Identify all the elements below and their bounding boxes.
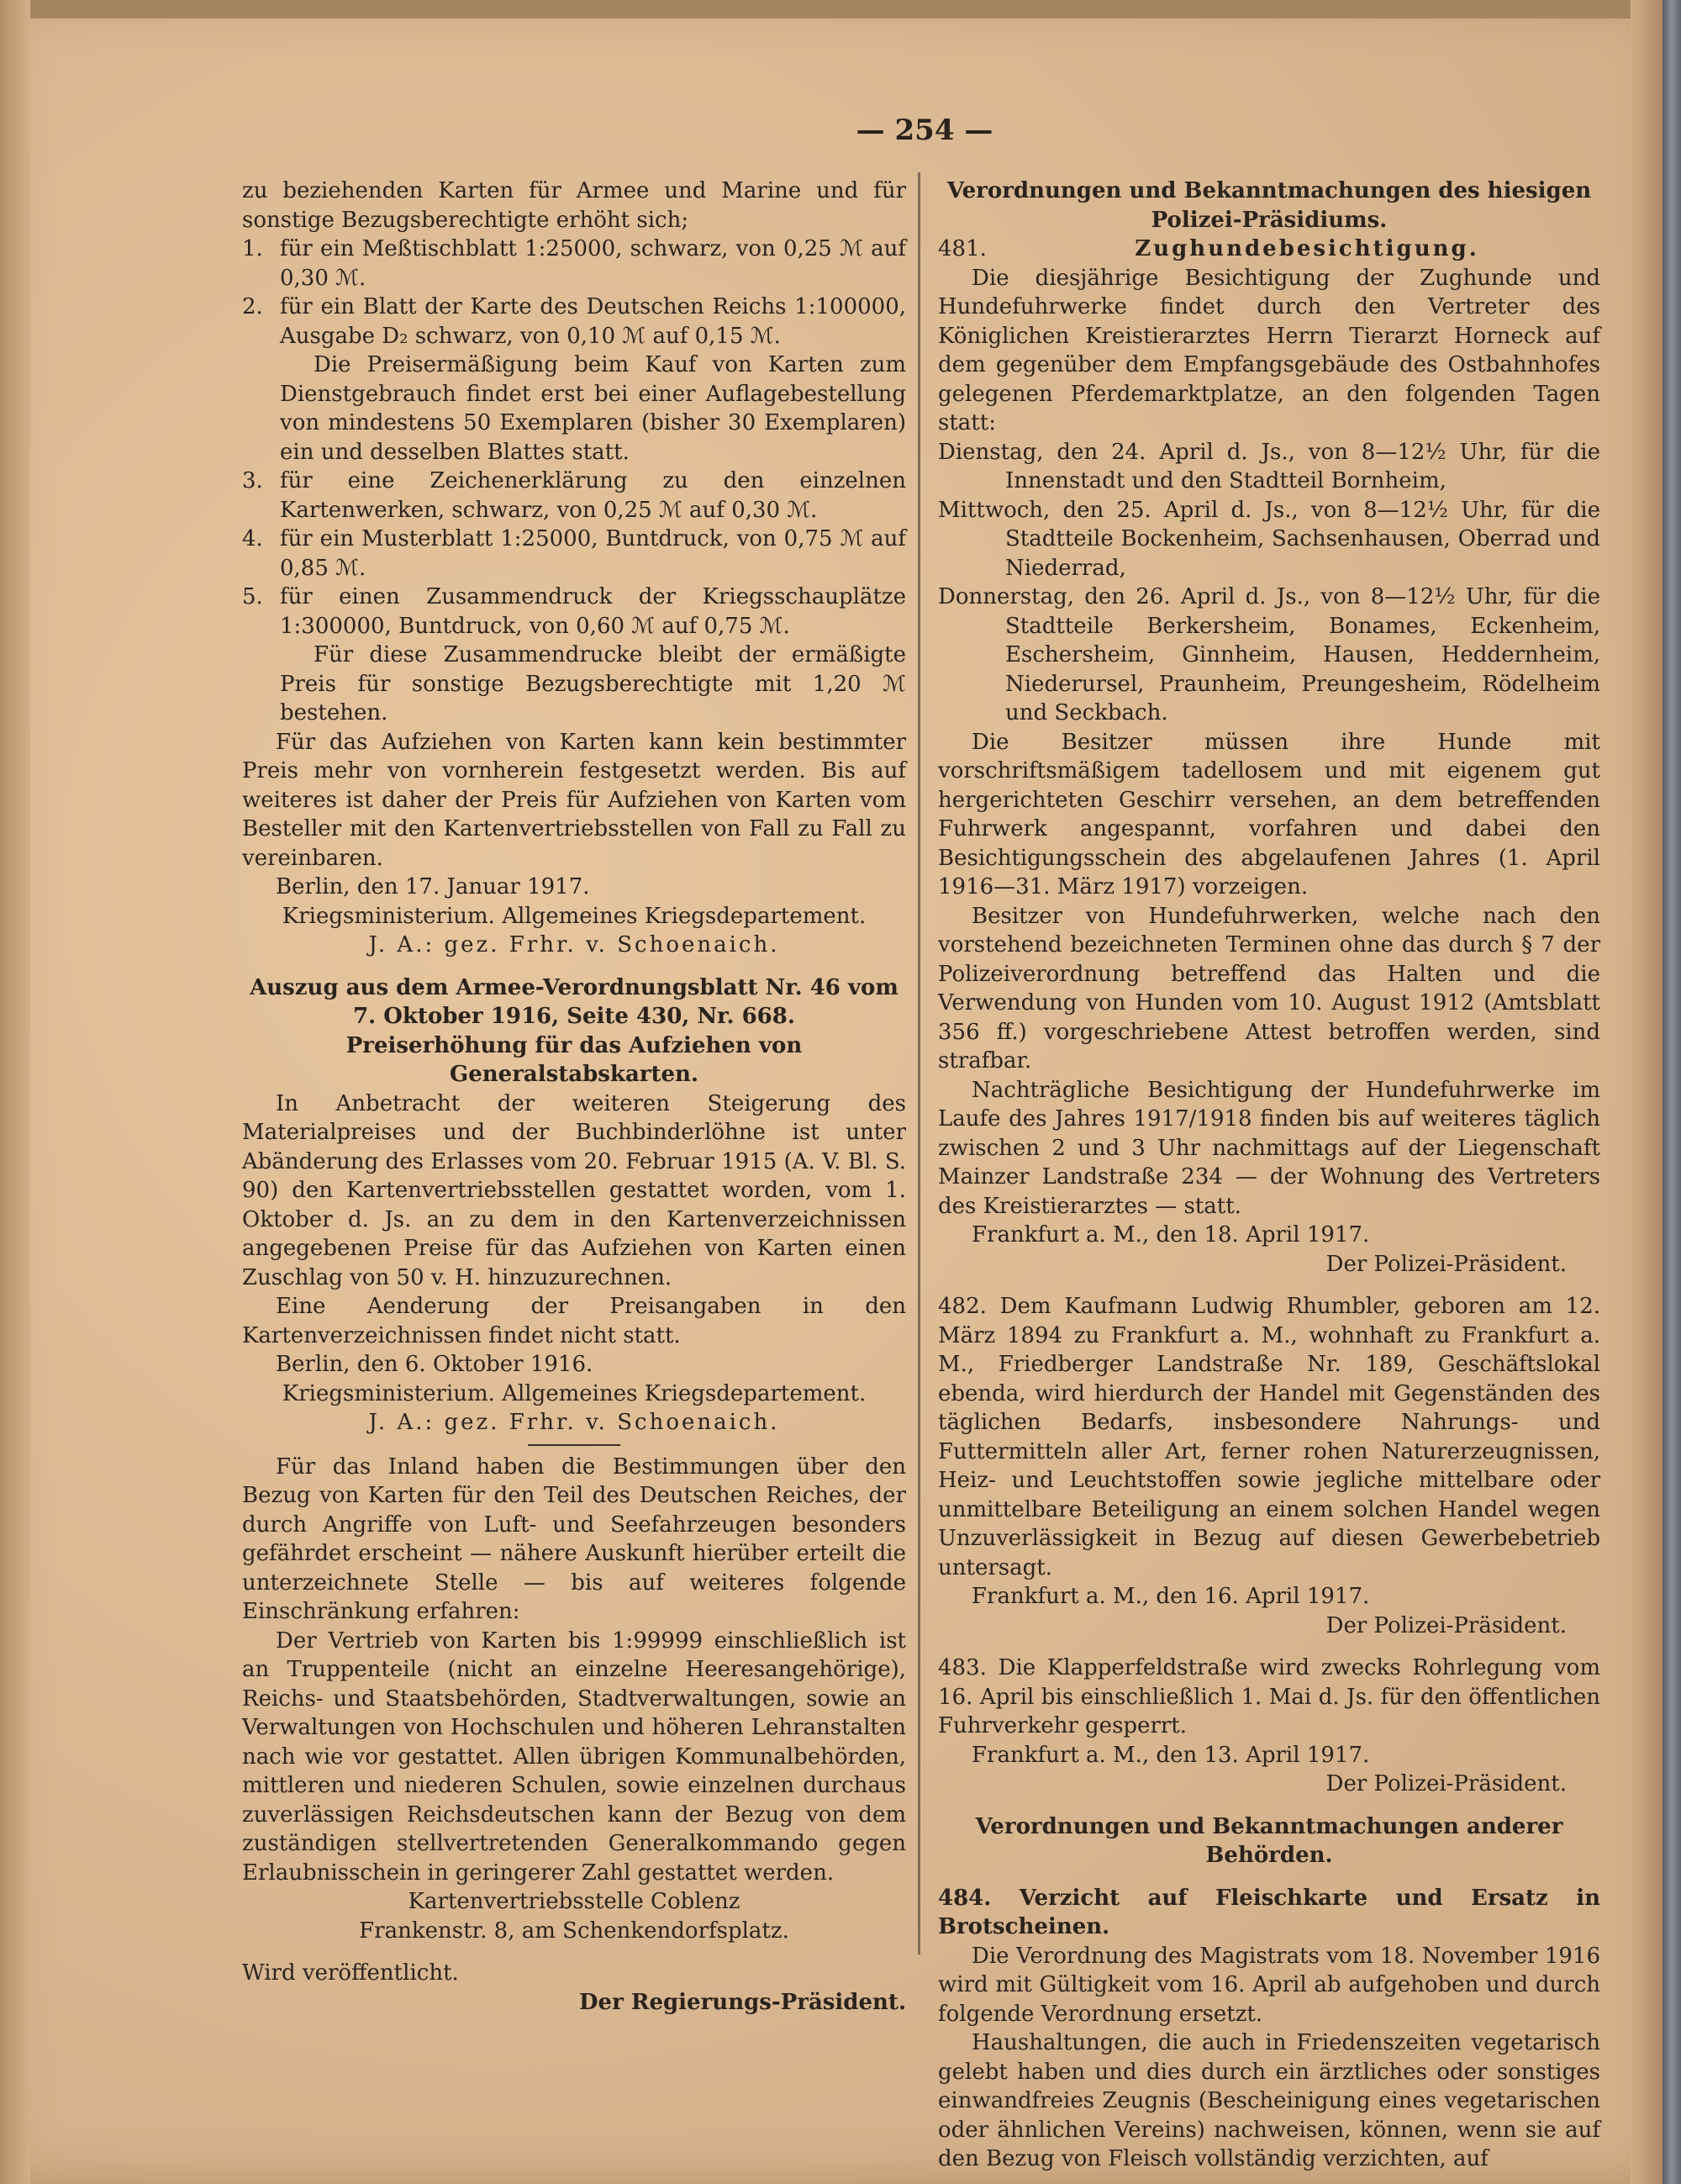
page-top-edge — [0, 0, 1663, 18]
date-line: Frankfurt a. M., den 13. April 1917. — [972, 1742, 1370, 1768]
list-item — [242, 235, 906, 293]
section-heading: Auszug aus dem Armee-Verordnungsblatt Nr. 46 vom 7. Oktober 1916, Seite 430, Nr. 668. — [250, 974, 898, 1029]
item-text: für eine Zeichenerklärung zu den einzelnen Kartenwerken, schwarz, von 0,25 ℳ auf 0,30 ℳ. — [280, 468, 906, 523]
list-item — [242, 293, 906, 351]
item-text: für ein Blatt der Karte des Deutschen Reichs 1:100000, Ausgabe D₂ schwarz, von 0,10 ℳ auf 0,15 ℳ. — [280, 294, 906, 349]
signature-president: Der Regierungs-Präsident. — [579, 1989, 906, 2015]
section-heading: Verordnungen und Bekanntmachungen anderer Behörden. — [975, 1813, 1563, 1868]
notice-title: 484. Verzicht auf Fleischkarte und Ersatz in Brotscheinen. — [938, 1885, 1600, 1939]
paragraph: Haushaltungen, die auch in Friedenszeiten vegetarisch gelebt haben und dies durch ein ärztliches oder sonstiges einwandfreies Zeugnis (Bescheinigung eines vegetarischen oder ähnlichen Vereins) nachweisen, können, wenn sie auf den Bezug von Fleisch vollständig verzichten, auf — [938, 2030, 1600, 2171]
page-left-edge — [0, 0, 30, 2184]
item-text: für ein Musterblatt 1:25000, Buntdruck, von 0,75 ℳ auf 0,85 ℳ. — [280, 526, 906, 581]
paragraph: Die Verordnung des Magistrats vom 18. November 1916 wird mit Gültigkeit vom 16. April ab aufgehoben und durch folgende Verordnung ersetzt. — [938, 1943, 1600, 2027]
signature-line: Der Polizei-Präsident. — [1325, 1251, 1567, 1277]
signature-office: Kartenvertriebsstelle Coblenz — [408, 1889, 740, 1914]
signature-line: Der Polizei-Präsident. — [1325, 1771, 1567, 1796]
page-right-edge — [1631, 0, 1663, 2184]
paragraph: Der Vertrieb von Karten bis 1:99999 einschließlich ist an Truppenteile (nicht an einzelne Heeresangehörige), Reichs- und Staatsbehörden, Stadtverwaltungen, sowie an Verwaltungen von Hochschulen und höheren Lehranstalten nach wie vor gestattet. Allen übrigen Kommunalbehörden, mittleren und niederen Schulen, sowie einzelnen durchaus zuverlässigen Reichsdeutschen kann der Bezug von dem zuständigen stellvertretenden Generalkommando gegen Erlaubnisschein in geringerer Zahl gestattet werden. — [242, 1627, 906, 1886]
ministry-line: Kriegsministerium. Allgemeines Kriegsdepartement. — [282, 1380, 867, 1406]
paragraph: In Anbetracht der weiteren Steigerung des Materialpreises und der Buchbinderlöhne ist unter Abänderung des Erlasses vom 20. Februar 1915 (A. V. Bl. S. 90) den Kartenvertriebsstellen gestattet worden, vom 1. Oktober d. Js. an zu dem in den Kartenverzeichnissen angegebenen Preise für das Aufziehen von Karten einen Zuschlag von 50 v. H. hinzuzurechnen. — [242, 1090, 906, 1290]
section-divider — [528, 1444, 620, 1446]
paragraph: Besitzer von Hundefuhrwerken, welche nach den vorstehend bezeichneten Terminen ohne das durch § 7 der Polizeiverordnung betreffend das Halten und die Verwendung von Hunden vom 10. August 1912 (Amtsblatt 356 ff.) vorgeschriebene Attest betroffen werden, sind strafbar. — [938, 903, 1600, 1074]
notice-title: Zughundebesichtigung. — [1135, 236, 1479, 261]
notice-title-row — [938, 235, 1600, 264]
section-subheading: Preiserhöhung für das Aufziehen von Generalstabskarten. — [345, 1032, 803, 1087]
published-note: Wird veröffentlicht. — [242, 1960, 459, 1986]
item-number: 3. — [242, 468, 263, 493]
date-line: Berlin, den 6. Oktober 1916. — [276, 1352, 593, 1377]
date-line: Frankfurt a. M., den 18. April 1917. — [972, 1222, 1370, 1248]
paragraph: Für das Inland haben die Bestimmungen über den Bezug von Karten für den Teil des Deutschen Reiches, der durch Angriffe von Luft- und Seefahrzeugen besonders gefährdet erscheint — nähere Auskunft hierüber erteilt die unterzeichnete Stelle — bis auf weiteres folgende Einschränkung erfahren: — [242, 1453, 906, 1624]
schedule-item: Donnerstag, den 26. April d. Js., von 8—12½ Uhr, für die Stadtteile Berkersheim, Bonames, Eckenheim, Eschersheim, Ginnheim, Hausen, Heddernheim, Niederursel, Praunheim, Preungesheim, Rödelheim und Seckbach. — [938, 584, 1600, 725]
item-number: 2. — [242, 294, 263, 319]
date-line: Berlin, den 17. Januar 1917. — [276, 874, 590, 899]
note-text: Für diese Zusammendrucke bleibt der ermäßigte Preis für sonstige Bezugsberechtigte mit 1,20 ℳ bestehen. — [280, 642, 906, 725]
column-divider — [918, 172, 920, 1955]
paragraph: 482. Dem Kaufmann Ludwig Rhumbler, geboren am 12. März 1894 zu Frankfurt a. M., wohnhaft zu Frankfurt a. M., Friedberger Landstraße Nr. 189, Geschäftslokal ebenda, wird hierdurch der Handel mit Gegenständen des täglichen Bedarfs, insbesondere Nahrungs- und Futtermitteln aller Art, ferner rohen Naturerzeugnissen, Heiz- und Leuchtstoffen sowie jegliche mittelbare oder unmittelbare Beteiligung an einem solchen Handel wegen Unzuverlässigkeit in Bezug auf diesen Gewerbebetrieb untersagt. — [938, 1294, 1600, 1580]
paragraph: Die diesjährige Besichtigung der Zughunde und Hundefuhrwerke findet durch den Vertreter des Königlichen Kreistierarztes Herrn Tierarzt Horneck auf dem gegenüber dem Empfangsgebäude des Ostbahnhofes gelegenen Pferdemarktplatze, an den folgenden Tagen statt: — [938, 265, 1600, 435]
book-binding — [1663, 0, 1681, 2184]
note-text: Die Preisermäßigung beim Kauf von Karten zum Dienstgebrauch findet erst bei einer Auflagebestellung von mindestens 50 Exemplaren (bisher 30 Exemplaren) ein und desselben Blattes statt. — [280, 352, 906, 465]
paragraph: Nachträgliche Besichtigung der Hundefuhrwerke im Laufe des Jahres 1917/1918 finden bis auf weiteres täglich zwischen 2 und 3 Uhr nachmittags auf der Liegenschaft Mainzer Landstraße 234 — der Wohnung des Vertreters des Kreistierarztes — statt. — [938, 1077, 1600, 1219]
item-text: für einen Zusammendruck der Kriegsschauplätze 1:300000, Buntdruck, von 0,60 ℳ auf 0,75 ℳ. — [280, 584, 906, 639]
schedule-item: Dienstag, den 24. April d. Js., von 8—12½ Uhr, für die Innenstadt und den Stadtteil Bornheim, — [938, 439, 1600, 493]
list-item — [242, 583, 906, 641]
schedule-item: Mittwoch, den 25. April d. Js., von 8—12½ Uhr, für die Stadtteile Bockenheim, Sachsenhausen, Oberrad und Niederrad, — [938, 497, 1600, 581]
ministry-line: Kriegsministerium. Allgemeines Kriegsdepartement. — [282, 903, 867, 929]
paragraph: 483. Die Klapperfeldstraße wird zwecks Rohrlegung vom 16. April bis einschließlich 1. Mai d. Js. für den öffentlichen Fuhrverkehr gesperrt. — [938, 1655, 1600, 1738]
section-heading: Verordnungen und Bekanntmachungen des hiesigen Polizei-Präsidiums. — [946, 178, 1592, 233]
page-number: — 254 — — [856, 113, 993, 147]
signature-line: J. A.: gez. Frhr. v. Schoenaich. — [368, 1410, 780, 1435]
right-column — [938, 177, 1600, 2174]
paragraph: Für das Aufziehen von Karten kann kein bestimmter Preis mehr von vornherein festgesetzt werden. Bis auf weiteres ist daher der Preis für Aufziehen von Karten vom Besteller mit den Kartenvertriebsstellen von Fall zu Fall zu vereinbaren. — [242, 729, 906, 871]
list-item — [242, 467, 906, 525]
paragraph: Die Besitzer müssen ihre Hunde mit vorschriftsmäßigem tadellosem und mit eigenem gut hergerichteten Geschirr versehen, an dem betreffenden Fuhrwerk angespannt, vorfahren und dabei den Besichtigungsschein des abgelaufenen Jahres (1. April 1916—31. März 1917) vorzeigen. — [938, 729, 1600, 899]
notice-number: 481. — [938, 236, 987, 261]
signature-address: Frankenstr. 8, am Schenkendorfsplatz. — [359, 1918, 789, 1944]
item-text: für ein Meßtischblatt 1:25000, schwarz, von 0,25 ℳ auf 0,30 ℳ. — [280, 236, 906, 291]
list-item — [242, 525, 906, 583]
intro-text: zu beziehenden Karten für Armee und Marine und für sonstige Bezugsberechtigte erhöht sich; — [242, 178, 906, 233]
date-line: Frankfurt a. M., den 16. April 1917. — [972, 1584, 1370, 1609]
left-column — [242, 177, 906, 2017]
item-number: 5. — [242, 584, 263, 609]
signature-line: J. A.: gez. Frhr. v. Schoenaich. — [368, 932, 780, 957]
item-number: 4. — [242, 526, 263, 551]
signature-line: Der Polizei-Präsident. — [1325, 1612, 1567, 1638]
paragraph: Eine Aenderung der Preisangaben in den Kartenverzeichnissen findet nicht statt. — [242, 1294, 906, 1348]
item-number: 1. — [242, 236, 263, 261]
